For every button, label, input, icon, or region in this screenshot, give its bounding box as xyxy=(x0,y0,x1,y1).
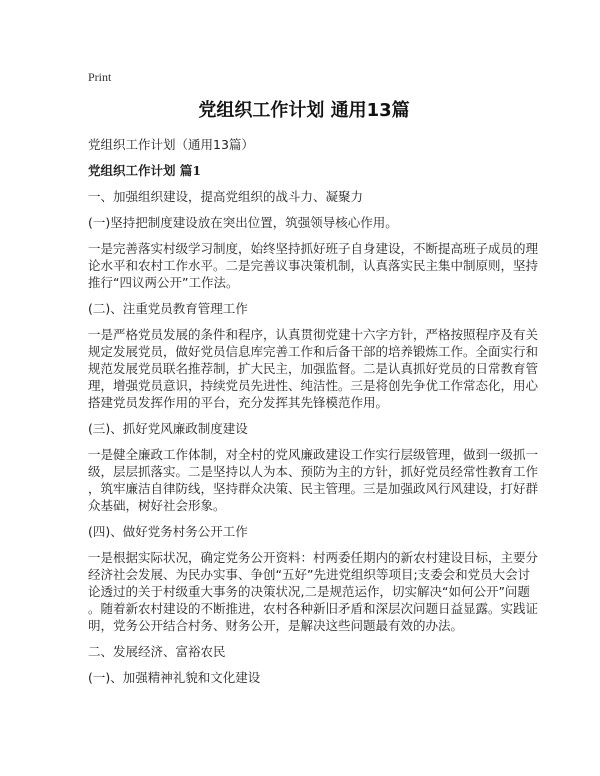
document-page xyxy=(88,70,539,695)
paragraph xyxy=(88,326,539,411)
section-heading: 党组织工作计划 篇1 xyxy=(88,163,202,178)
subheading xyxy=(88,643,520,660)
text-line: (一)、加强精神礼貌和文化建设 xyxy=(88,670,261,685)
document-title: 党组织工作计划 通用13篇 xyxy=(198,100,410,121)
text-line: (三)、抓好党风廉政制度建设 xyxy=(88,421,248,436)
text-line: 。随着新农村建设的不断推进，农村各种新旧矛盾和深层次问题日益显露。实践证 xyxy=(88,601,539,616)
text-line: 级，层层抓落实。二是坚持以人为本、预防为主的方针，抓好党员经常性教育工作 xyxy=(88,464,539,479)
text-line: (二)、注重党员教育管理工作 xyxy=(88,301,248,316)
subheading xyxy=(88,669,520,686)
text-line: 规范发展党员联名推荐制，扩大民主，加强监督。二是认真抓好党员的日常教育管 xyxy=(88,361,539,376)
text-line: 二、发展经济、富裕农民 xyxy=(88,644,226,659)
subheading xyxy=(88,523,520,540)
text-line: 论水平和农村工作水平。二是完善议事决策机制，认真落实民主集中制原则，坚持 xyxy=(88,258,539,273)
subheading xyxy=(88,300,520,317)
text-line: ，筑牢廉洁自律防线，坚持群众决策、民主管理。三是加强政风行风建设，打好群 xyxy=(88,481,539,496)
text-line: 搭建党员发挥作用的平台，充分发挥其先锋模范作用。 xyxy=(88,395,389,410)
subheading xyxy=(88,420,520,437)
paragraph xyxy=(88,240,539,291)
text-line: 一是严格党员发展的条件和程序，认真贯彻党建十六字方针，严格按照程序及有关 xyxy=(88,327,539,342)
paragraph xyxy=(88,549,539,634)
text-line: (四)、做好党务村务公开工作 xyxy=(88,524,248,539)
text-line: 明，党务公开结合村务、财务公开，是解决这些问题最有效的办法。 xyxy=(88,618,464,633)
subheading xyxy=(88,188,520,205)
text-line: 一、加强组织建设，提高党组织的战斗力、凝聚力 xyxy=(88,189,364,204)
document-subtitle: 党组织工作计划（通用13篇） xyxy=(88,137,254,152)
text-line: 论透过的关于村级重大事务的决策状况,二是规范运作，切实解决“如何公开”问题 xyxy=(88,584,530,599)
text-line: (一)坚持把制度建设放在突出位置，筑强领导核心作用。 xyxy=(88,215,398,230)
text-line: 一是健全廉政工作体制，对全村的党风廉政建设工作实行层级管理，做到一级抓一 xyxy=(88,447,539,462)
text-line: 一是根据实际状况，确定党务公开资料：村两委任期内的新农村建设目标，主要分 xyxy=(88,550,539,565)
text-line: 推行“四议两公开”工作法。 xyxy=(88,275,239,290)
print-link[interactable]: Print xyxy=(88,70,112,84)
document-body xyxy=(88,188,539,686)
subheading xyxy=(88,214,520,231)
text-line: 经济社会发展、为民办实事、争创“五好”先进党组织等项目;支委会和党员大会讨 xyxy=(88,567,531,582)
text-line: 众基础，树好社会形象。 xyxy=(88,498,226,513)
text-line: 规定发展党员，做好党员信息库完善工作和后备干部的培养锻炼工作。全面实行和 xyxy=(88,344,539,359)
text-line: 理，增强党员意识，持续党员先进性、纯洁性。三是将创先争优工作常态化，用心 xyxy=(88,378,539,393)
paragraph xyxy=(88,446,539,514)
text-line: 一是完善落实村级学习制度，始终坚持抓好班子自身建设，不断提高班子成员的理 xyxy=(88,241,539,256)
